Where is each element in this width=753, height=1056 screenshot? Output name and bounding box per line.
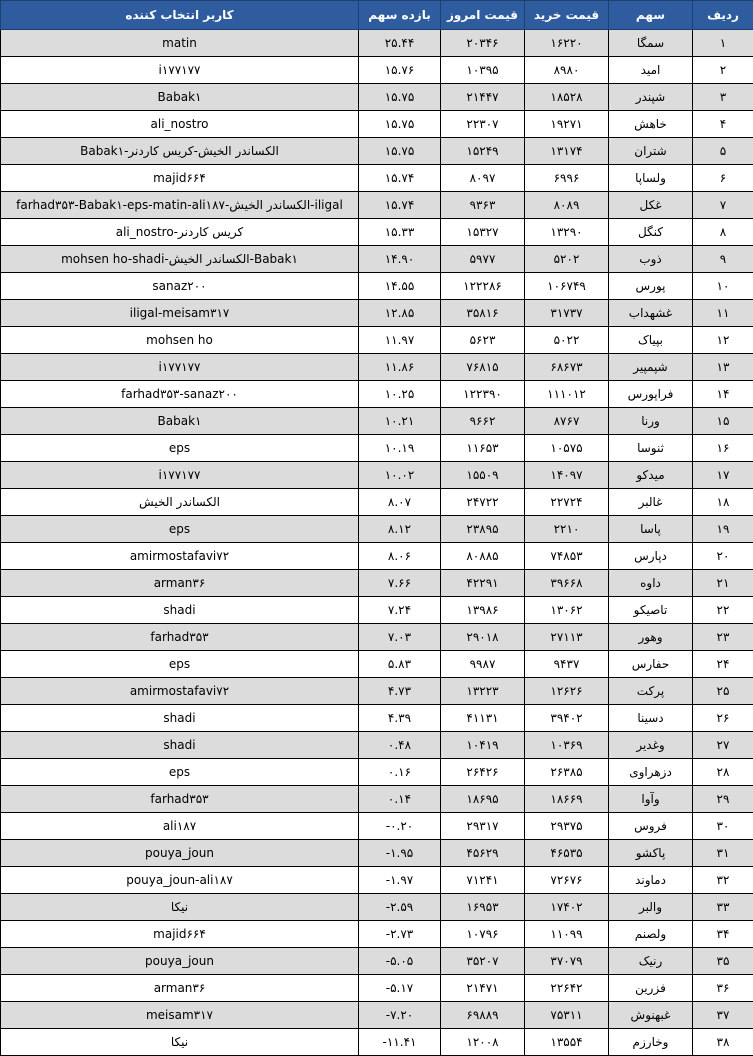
cell-return: -۱.۹۵ bbox=[359, 840, 441, 867]
table-row bbox=[1, 651, 753, 678]
cell-today-price: ۸۰۸۸۵ bbox=[441, 543, 525, 570]
cell-return: ۱۵.۷۶ bbox=[359, 57, 441, 84]
cell-selecting-user: amirmostafavi۷۲ bbox=[1, 678, 359, 705]
table-row bbox=[1, 840, 753, 867]
cell-rank: ۳۷ bbox=[693, 1002, 753, 1029]
col-header-today-price: قیمت امروز bbox=[441, 1, 525, 30]
table-row bbox=[1, 1029, 753, 1056]
cell-today-price: ۶۹۸۸۹ bbox=[441, 1002, 525, 1029]
cell-return: ۱۱.۸۶ bbox=[359, 354, 441, 381]
cell-rank: ۵ bbox=[693, 138, 753, 165]
cell-stock: حفارس bbox=[609, 651, 693, 678]
cell-rank: ۳ bbox=[693, 84, 753, 111]
cell-stock: کنگل bbox=[609, 219, 693, 246]
cell-rank: ۲۹ bbox=[693, 786, 753, 813]
cell-return: ۷.۶۶ bbox=[359, 570, 441, 597]
cell-selecting-user: pouya_joun-ali۱۸۷ bbox=[1, 867, 359, 894]
col-header-stock: سهم bbox=[609, 1, 693, 30]
cell-today-price: ۱۱۶۵۳ bbox=[441, 435, 525, 462]
cell-buy-price: ۶۸۶۷۳ bbox=[525, 354, 609, 381]
table-row bbox=[1, 732, 753, 759]
cell-stock: غبهنوش bbox=[609, 1002, 693, 1029]
cell-return: -۲.۵۹ bbox=[359, 894, 441, 921]
col-header-rank: ردیف bbox=[693, 1, 753, 30]
cell-today-price: ۱۲۲۲۸۶ bbox=[441, 273, 525, 300]
table-row bbox=[1, 381, 753, 408]
cell-buy-price: ۳۹۶۶۸ bbox=[525, 570, 609, 597]
cell-rank: ۱۴ bbox=[693, 381, 753, 408]
table-row bbox=[1, 489, 753, 516]
cell-selecting-user: majid۶۶۴ bbox=[1, 921, 359, 948]
cell-stock: وآوا bbox=[609, 786, 693, 813]
table-row bbox=[1, 192, 753, 219]
cell-return: ۸.۰۶ bbox=[359, 543, 441, 570]
cell-today-price: ۷۶۸۱۵ bbox=[441, 354, 525, 381]
cell-return: ۱۰.۱۹ bbox=[359, 435, 441, 462]
cell-selecting-user: ali۱۸۷ bbox=[1, 813, 359, 840]
cell-today-price: ۵۹۷۷ bbox=[441, 246, 525, 273]
table-row bbox=[1, 624, 753, 651]
table-row bbox=[1, 354, 753, 381]
cell-buy-price: ۱۳۵۵۴ bbox=[525, 1029, 609, 1056]
cell-buy-price: ۲۷۱۱۳ bbox=[525, 624, 609, 651]
cell-today-price: ۲۱۴۷۱ bbox=[441, 975, 525, 1002]
cell-return: ۱۵.۷۴ bbox=[359, 165, 441, 192]
cell-stock: تاصیکو bbox=[609, 597, 693, 624]
cell-today-price: ۱۲۰۰۸ bbox=[441, 1029, 525, 1056]
cell-rank: ۲۰ bbox=[693, 543, 753, 570]
cell-return: ۸.۰۷ bbox=[359, 489, 441, 516]
cell-today-price: ۱۵۳۲۷ bbox=[441, 219, 525, 246]
cell-stock: دسینا bbox=[609, 705, 693, 732]
cell-today-price: ۱۳۲۲۳ bbox=[441, 678, 525, 705]
cell-return: -۵.۱۷ bbox=[359, 975, 441, 1002]
cell-stock: پاسا bbox=[609, 516, 693, 543]
cell-return: ۱۱.۹۷ bbox=[359, 327, 441, 354]
table-row bbox=[1, 570, 753, 597]
cell-rank: ۸ bbox=[693, 219, 753, 246]
cell-stock: وغدیر bbox=[609, 732, 693, 759]
cell-rank: ۳۸ bbox=[693, 1029, 753, 1056]
cell-return: -۱۱.۴۱ bbox=[359, 1029, 441, 1056]
cell-selecting-user: الکساندر الخیش-کریس کاردنر-Babak۱ bbox=[1, 138, 359, 165]
cell-selecting-user: iligal-meisam۳۱۷ bbox=[1, 300, 359, 327]
cell-selecting-user: arman۳۶ bbox=[1, 975, 359, 1002]
cell-today-price: ۲۴۷۲۲ bbox=[441, 489, 525, 516]
cell-today-price: ۵۶۲۳ bbox=[441, 327, 525, 354]
table-row bbox=[1, 273, 753, 300]
cell-buy-price: ۱۴۰۹۷ bbox=[525, 462, 609, 489]
cell-rank: ۲۲ bbox=[693, 597, 753, 624]
cell-buy-price: ۳۷۰۷۹ bbox=[525, 948, 609, 975]
cell-today-price: ۷۱۲۴۱ bbox=[441, 867, 525, 894]
cell-today-price: ۲۱۴۴۷ bbox=[441, 84, 525, 111]
cell-selecting-user: sanaz۲۰۰ bbox=[1, 273, 359, 300]
cell-buy-price: ۱۳۲۹۰ bbox=[525, 219, 609, 246]
cell-stock: غکل bbox=[609, 192, 693, 219]
cell-stock: میدکو bbox=[609, 462, 693, 489]
cell-selecting-user: eps bbox=[1, 651, 359, 678]
cell-stock: بپیاک bbox=[609, 327, 693, 354]
cell-buy-price: ۸۷۶۷ bbox=[525, 408, 609, 435]
cell-rank: ۳۶ bbox=[693, 975, 753, 1002]
cell-return: ۲۵.۴۴ bbox=[359, 30, 441, 57]
cell-return: ۰.۴۸ bbox=[359, 732, 441, 759]
cell-buy-price: ۹۴۳۷ bbox=[525, 651, 609, 678]
table-row bbox=[1, 1002, 753, 1029]
table-row bbox=[1, 786, 753, 813]
table-row bbox=[1, 705, 753, 732]
cell-buy-price: ۲۹۳۷۵ bbox=[525, 813, 609, 840]
cell-return: ۱۵.۷۴ bbox=[359, 192, 441, 219]
header-row bbox=[1, 1, 753, 30]
table-row bbox=[1, 327, 753, 354]
cell-today-price: ۳۵۲۰۷ bbox=[441, 948, 525, 975]
cell-rank: ۱۰ bbox=[693, 273, 753, 300]
cell-return: -۲.۷۳ bbox=[359, 921, 441, 948]
cell-today-price: ۱۵۵۰۹ bbox=[441, 462, 525, 489]
table-row bbox=[1, 867, 753, 894]
table-row bbox=[1, 759, 753, 786]
cell-rank: ۱۷ bbox=[693, 462, 753, 489]
cell-stock: غالبر bbox=[609, 489, 693, 516]
cell-buy-price: ۵۰۲۲ bbox=[525, 327, 609, 354]
table-row bbox=[1, 543, 753, 570]
cell-return: ۱۰.۲۱ bbox=[359, 408, 441, 435]
cell-today-price: ۲۹۳۱۷ bbox=[441, 813, 525, 840]
cell-today-price: ۱۰۷۹۶ bbox=[441, 921, 525, 948]
table-row bbox=[1, 246, 753, 273]
cell-rank: ۲۷ bbox=[693, 732, 753, 759]
cell-buy-price: ۱۸۵۲۸ bbox=[525, 84, 609, 111]
cell-rank: ۱ bbox=[693, 30, 753, 57]
cell-stock: شپمپیر bbox=[609, 354, 693, 381]
cell-return: ۸.۱۲ bbox=[359, 516, 441, 543]
cell-rank: ۲۳ bbox=[693, 624, 753, 651]
table-body bbox=[1, 30, 753, 1056]
cell-buy-price: ۱۷۴۰۲ bbox=[525, 894, 609, 921]
cell-rank: ۳۱ bbox=[693, 840, 753, 867]
cell-selecting-user: shadi bbox=[1, 597, 359, 624]
cell-today-price: ۴۱۱۳۱ bbox=[441, 705, 525, 732]
cell-return: ۱۰.۰۲ bbox=[359, 462, 441, 489]
cell-today-price: ۱۳۹۸۶ bbox=[441, 597, 525, 624]
cell-stock: پرکت bbox=[609, 678, 693, 705]
cell-today-price: ۲۹۰۱۸ bbox=[441, 624, 525, 651]
cell-return: ۱۵.۷۵ bbox=[359, 111, 441, 138]
table-row bbox=[1, 111, 753, 138]
cell-stock: ثنوسا bbox=[609, 435, 693, 462]
cell-today-price: ۱۰۳۹۵ bbox=[441, 57, 525, 84]
cell-stock: فروس bbox=[609, 813, 693, 840]
cell-selecting-user: mohsen ho bbox=[1, 327, 359, 354]
cell-stock: ورنا bbox=[609, 408, 693, 435]
table-row bbox=[1, 84, 753, 111]
cell-selecting-user: i۱۷۷۱۷۷ bbox=[1, 462, 359, 489]
cell-stock: پاکشو bbox=[609, 840, 693, 867]
cell-buy-price: ۱۱۰۹۹ bbox=[525, 921, 609, 948]
cell-buy-price: ۲۲۱۰ bbox=[525, 516, 609, 543]
cell-stock: شپندر bbox=[609, 84, 693, 111]
cell-rank: ۳۳ bbox=[693, 894, 753, 921]
cell-buy-price: ۱۰۵۷۵ bbox=[525, 435, 609, 462]
cell-selecting-user: eps bbox=[1, 516, 359, 543]
cell-return: ۱۲.۸۵ bbox=[359, 300, 441, 327]
cell-stock: دپارس bbox=[609, 543, 693, 570]
cell-selecting-user: farhad۳۵۳ bbox=[1, 786, 359, 813]
cell-stock: والبر bbox=[609, 894, 693, 921]
cell-selecting-user: eps bbox=[1, 759, 359, 786]
cell-today-price: ۹۳۶۳ bbox=[441, 192, 525, 219]
table-row bbox=[1, 219, 753, 246]
cell-today-price: ۱۸۶۹۵ bbox=[441, 786, 525, 813]
cell-rank: ۲۱ bbox=[693, 570, 753, 597]
cell-buy-price: ۱۳۰۶۲ bbox=[525, 597, 609, 624]
cell-buy-price: ۱۶۲۲۰ bbox=[525, 30, 609, 57]
cell-rank: ۴ bbox=[693, 111, 753, 138]
cell-today-price: ۴۲۲۹۱ bbox=[441, 570, 525, 597]
cell-buy-price: ۳۹۴۰۲ bbox=[525, 705, 609, 732]
cell-selecting-user: pouya_joun bbox=[1, 948, 359, 975]
cell-rank: ۲ bbox=[693, 57, 753, 84]
cell-buy-price: ۱۱۱۰۱۲ bbox=[525, 381, 609, 408]
cell-today-price: ۲۶۴۲۶ bbox=[441, 759, 525, 786]
cell-stock: فراپورس bbox=[609, 381, 693, 408]
cell-buy-price: ۱۹۲۷۱ bbox=[525, 111, 609, 138]
table-row bbox=[1, 894, 753, 921]
cell-stock: امید bbox=[609, 57, 693, 84]
cell-today-price: ۱۶۹۵۳ bbox=[441, 894, 525, 921]
cell-rank: ۳۴ bbox=[693, 921, 753, 948]
table-row bbox=[1, 597, 753, 624]
cell-return: -۵.۰۵ bbox=[359, 948, 441, 975]
cell-selecting-user: amirmostafavi۷۲ bbox=[1, 543, 359, 570]
cell-selecting-user: shadi bbox=[1, 705, 359, 732]
cell-rank: ۱۱ bbox=[693, 300, 753, 327]
cell-today-price: ۳۵۸۱۶ bbox=[441, 300, 525, 327]
cell-rank: ۱۳ bbox=[693, 354, 753, 381]
cell-selecting-user: نیکا bbox=[1, 1029, 359, 1056]
cell-return: ۱۴.۵۵ bbox=[359, 273, 441, 300]
cell-return: ۴.۳۹ bbox=[359, 705, 441, 732]
cell-stock: فزرین bbox=[609, 975, 693, 1002]
col-header-buy-price: قیمت خرید bbox=[525, 1, 609, 30]
cell-return: -۷.۲۰ bbox=[359, 1002, 441, 1029]
cell-rank: ۳۲ bbox=[693, 867, 753, 894]
table-row bbox=[1, 516, 753, 543]
table-row bbox=[1, 138, 753, 165]
cell-return: ۱۰.۲۵ bbox=[359, 381, 441, 408]
cell-buy-price: ۸۹۸۰ bbox=[525, 57, 609, 84]
cell-selecting-user: کریس کاردنر-ali_nostro bbox=[1, 219, 359, 246]
cell-stock: سمگا bbox=[609, 30, 693, 57]
cell-stock: ذوب bbox=[609, 246, 693, 273]
cell-selecting-user: i۱۷۷۱۷۷ bbox=[1, 57, 359, 84]
table-row bbox=[1, 948, 753, 975]
cell-return: ۴.۷۳ bbox=[359, 678, 441, 705]
col-header-selecting-user: کاربر انتخاب کننده bbox=[1, 1, 359, 30]
cell-today-price: ۱۲۲۳۹۰ bbox=[441, 381, 525, 408]
cell-rank: ۱۲ bbox=[693, 327, 753, 354]
cell-today-price: ۲۳۸۹۵ bbox=[441, 516, 525, 543]
cell-stock: غشهداب bbox=[609, 300, 693, 327]
cell-rank: ۲۶ bbox=[693, 705, 753, 732]
cell-return: -۰.۲۰ bbox=[359, 813, 441, 840]
cell-buy-price: ۱۸۶۶۹ bbox=[525, 786, 609, 813]
cell-selecting-user: Babak۱ bbox=[1, 84, 359, 111]
cell-stock: وخارزم bbox=[609, 1029, 693, 1056]
table-row bbox=[1, 57, 753, 84]
cell-buy-price: ۸۰۸۹ bbox=[525, 192, 609, 219]
cell-today-price: ۴۵۶۲۹ bbox=[441, 840, 525, 867]
cell-today-price: ۱۰۴۱۹ bbox=[441, 732, 525, 759]
cell-return: ۷.۰۳ bbox=[359, 624, 441, 651]
cell-stock: پورس bbox=[609, 273, 693, 300]
table-row bbox=[1, 921, 753, 948]
cell-selecting-user: الکساندر الخیش bbox=[1, 489, 359, 516]
cell-rank: ۱۸ bbox=[693, 489, 753, 516]
cell-buy-price: ۱۰۶۷۴۹ bbox=[525, 273, 609, 300]
cell-buy-price: ۴۶۵۳۵ bbox=[525, 840, 609, 867]
table-row bbox=[1, 813, 753, 840]
cell-stock: وهور bbox=[609, 624, 693, 651]
cell-stock: داوه bbox=[609, 570, 693, 597]
cell-buy-price: ۱۰۳۶۹ bbox=[525, 732, 609, 759]
cell-stock: ولصنم bbox=[609, 921, 693, 948]
cell-selecting-user: eps bbox=[1, 435, 359, 462]
cell-today-price: ۲۲۳۰۷ bbox=[441, 111, 525, 138]
cell-selecting-user: arman۳۶ bbox=[1, 570, 359, 597]
cell-selecting-user: shadi bbox=[1, 732, 359, 759]
cell-selecting-user: pouya_joun bbox=[1, 840, 359, 867]
cell-rank: ۱۶ bbox=[693, 435, 753, 462]
cell-return: ۱۵.۷۵ bbox=[359, 84, 441, 111]
cell-return: -۱.۹۷ bbox=[359, 867, 441, 894]
table-row bbox=[1, 975, 753, 1002]
cell-stock: ولساپا bbox=[609, 165, 693, 192]
cell-selecting-user: i۱۷۷۱۷۷ bbox=[1, 354, 359, 381]
table-row bbox=[1, 678, 753, 705]
table-row bbox=[1, 30, 753, 57]
cell-today-price: ۹۹۸۷ bbox=[441, 651, 525, 678]
col-header-return: بازده سهم bbox=[359, 1, 441, 30]
cell-selecting-user: نیکا bbox=[1, 894, 359, 921]
cell-selecting-user: farhad۳۵۳-sanaz۲۰۰ bbox=[1, 381, 359, 408]
table-row bbox=[1, 462, 753, 489]
cell-rank: ۶ bbox=[693, 165, 753, 192]
cell-today-price: ۲۰۳۴۶ bbox=[441, 30, 525, 57]
cell-buy-price: ۱۲۶۲۶ bbox=[525, 678, 609, 705]
cell-stock: دماوند bbox=[609, 867, 693, 894]
cell-buy-price: ۷۴۸۵۳ bbox=[525, 543, 609, 570]
cell-buy-price: ۲۶۳۸۵ bbox=[525, 759, 609, 786]
cell-today-price: ۸۰۹۷ bbox=[441, 165, 525, 192]
cell-selecting-user: ali_nostro bbox=[1, 111, 359, 138]
cell-buy-price: ۲۲۶۴۲ bbox=[525, 975, 609, 1002]
cell-stock: رنیک bbox=[609, 948, 693, 975]
cell-selecting-user: Babak۱ bbox=[1, 408, 359, 435]
cell-selecting-user: farhad۳۵۳ bbox=[1, 624, 359, 651]
cell-rank: ۳۰ bbox=[693, 813, 753, 840]
cell-stock: دزهراوی bbox=[609, 759, 693, 786]
table-row bbox=[1, 300, 753, 327]
cell-today-price: ۱۵۲۴۹ bbox=[441, 138, 525, 165]
cell-buy-price: ۵۲۰۲ bbox=[525, 246, 609, 273]
cell-buy-price: ۳۱۷۳۷ bbox=[525, 300, 609, 327]
table-row bbox=[1, 435, 753, 462]
cell-buy-price: ۶۹۹۶ bbox=[525, 165, 609, 192]
cell-rank: ۹ bbox=[693, 246, 753, 273]
cell-stock: خاهش bbox=[609, 111, 693, 138]
cell-return: ۰.۱۶ bbox=[359, 759, 441, 786]
cell-rank: ۷ bbox=[693, 192, 753, 219]
cell-rank: ۳۵ bbox=[693, 948, 753, 975]
cell-rank: ۲۵ bbox=[693, 678, 753, 705]
cell-return: ۱۵.۳۳ bbox=[359, 219, 441, 246]
cell-today-price: ۹۶۶۲ bbox=[441, 408, 525, 435]
table-row bbox=[1, 408, 753, 435]
cell-selecting-user: majid۶۶۴ bbox=[1, 165, 359, 192]
cell-return: ۰.۱۴ bbox=[359, 786, 441, 813]
cell-selecting-user: matin bbox=[1, 30, 359, 57]
cell-stock: شتران bbox=[609, 138, 693, 165]
cell-buy-price: ۷۵۳۱۱ bbox=[525, 1002, 609, 1029]
cell-buy-price: ۲۲۷۲۴ bbox=[525, 489, 609, 516]
cell-buy-price: ۱۳۱۷۴ bbox=[525, 138, 609, 165]
cell-buy-price: ۷۲۶۷۶ bbox=[525, 867, 609, 894]
cell-selecting-user: Babak۱-الکساندر الخیش-mohsen ho-shadi bbox=[1, 246, 359, 273]
cell-rank: ۲۴ bbox=[693, 651, 753, 678]
cell-selecting-user: iligal-الکساندر الخیش-farhad۳۵۳-Babak۱-eps-matin-ali۱۸۷ bbox=[1, 192, 359, 219]
cell-rank: ۱۹ bbox=[693, 516, 753, 543]
cell-rank: ۲۸ bbox=[693, 759, 753, 786]
cell-return: ۷.۲۴ bbox=[359, 597, 441, 624]
cell-return: ۱۴.۹۰ bbox=[359, 246, 441, 273]
cell-rank: ۱۵ bbox=[693, 408, 753, 435]
table-row bbox=[1, 165, 753, 192]
cell-selecting-user: meisam۳۱۷ bbox=[1, 1002, 359, 1029]
cell-return: ۱۵.۷۵ bbox=[359, 138, 441, 165]
cell-return: ۵.۸۳ bbox=[359, 651, 441, 678]
